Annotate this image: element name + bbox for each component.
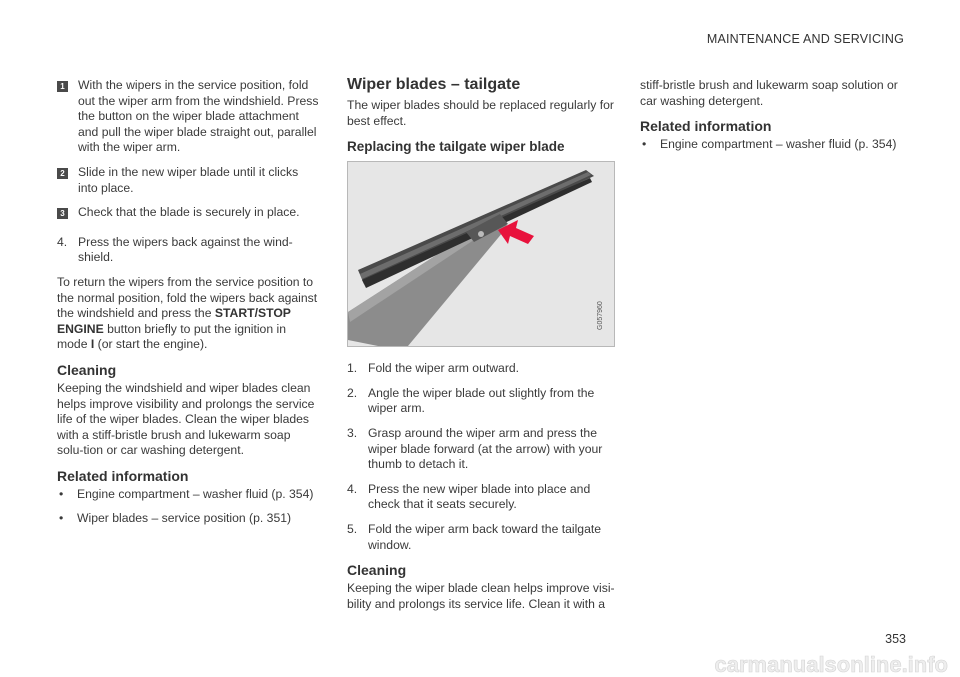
para-text: To return the wipers from the service position to the normal position, fold the wipers back against the windshield and press the [57, 274, 318, 321]
item-text: Fold the wiper arm back toward the tailgate window. [368, 521, 602, 552]
related-link[interactable] [57, 487, 319, 503]
step-badge: 2 [57, 168, 68, 179]
numbered-item [57, 235, 319, 266]
watermark-text: carmanualsonline.info [714, 652, 948, 677]
step-text: Check that the blade is securely in place. [78, 205, 300, 220]
item-number: 4. [57, 234, 68, 249]
watermark-logo [0, 650, 960, 677]
item-number: 2. [347, 385, 358, 400]
item-text: Grasp around the wiper arm and press the wiper blade forward (at the arrow) with your thumb to detach it. [368, 425, 603, 472]
numbered-item [347, 361, 615, 377]
start-stop-label: START/STOP ENGINE [57, 306, 291, 336]
wiper-illustration [348, 162, 614, 346]
ignition-mode-label: I [90, 337, 95, 352]
related-link-text[interactable]: Engine compartment – washer fluid (p. 354) [77, 486, 314, 501]
return-paragraph [57, 275, 319, 353]
step-item [57, 78, 319, 156]
step-badge: 3 [57, 208, 68, 219]
numbered-item [347, 426, 615, 473]
item-number: 4. [347, 481, 358, 496]
related-link[interactable] [640, 137, 902, 153]
bullet-icon: • [59, 511, 64, 526]
item-number: 3. [347, 425, 358, 440]
related-link-text[interactable]: Wiper blades – service position (p. 351) [77, 511, 292, 526]
bullet-icon: • [59, 486, 64, 501]
column-left [57, 78, 319, 536]
item-text: Angle the wiper blade out slightly from the wiper arm. [368, 385, 595, 416]
cleaning-text: Keeping the wiper blade clean helps improve visi-bility and prolongs its service life. Clean it with a [347, 581, 615, 611]
para-text: button briefly to put the ignition in mode [57, 321, 286, 352]
figure-code: G057960 [597, 301, 604, 331]
intro-text: The wiper blades should be replaced regularly for best effect. [347, 98, 614, 128]
column-middle [347, 78, 615, 621]
numbered-item [347, 522, 615, 553]
page-number: 353 [885, 632, 906, 646]
subheading: Replacing the tailgate wiper blade [347, 139, 565, 155]
step-badge: 1 [57, 81, 68, 92]
step-text: With the wipers in the service position, fold out the wiper arm from the windshield. Press the button on the wiper blade attachment and pull the wiper blade straight out, parallel with the wiper arm. [78, 78, 319, 155]
related-heading: Related information [640, 118, 772, 135]
section-title: Wiper blades – tailgate [347, 76, 521, 93]
related-link[interactable] [57, 511, 319, 527]
step-text: Slide in the new wiper blade until it clicks into place. [78, 164, 299, 195]
related-heading: Related information [57, 467, 189, 484]
numbered-item [347, 482, 615, 513]
item-number: 5. [347, 521, 358, 536]
cleaning-heading: Cleaning [57, 361, 117, 378]
cleaning-heading: Cleaning [347, 562, 407, 579]
item-text: Press the new wiper blade into place and check that it seats securely. [368, 481, 591, 512]
column-right [640, 78, 902, 162]
item-text: Fold the wiper arm outward. [368, 361, 520, 376]
related-link-text[interactable]: Engine compartment – washer fluid (p. 354) [660, 137, 897, 152]
numbered-item [347, 386, 615, 417]
running-header: MAINTENANCE AND SERVICING [706, 32, 904, 46]
cleaning-text: Keeping the windshield and wiper blades clean helps improve visibility and prolongs the service life of the wiper blades. Clean the wiper blades with a stiff-bristle brush and lukewarm soap solu-tion or car washing detergent. [57, 380, 315, 458]
para-text: (or start the engine). [94, 337, 208, 352]
item-text: Press the wipers back against the wind-shield. [78, 234, 293, 265]
continued-text: stiff-bristle brush and lukewarm soap solution or car washing detergent. [640, 78, 898, 108]
step-item [57, 165, 319, 196]
wiper-figure [347, 161, 615, 347]
step-item [57, 205, 319, 221]
bullet-icon: • [642, 137, 647, 152]
item-number: 1. [347, 361, 358, 376]
